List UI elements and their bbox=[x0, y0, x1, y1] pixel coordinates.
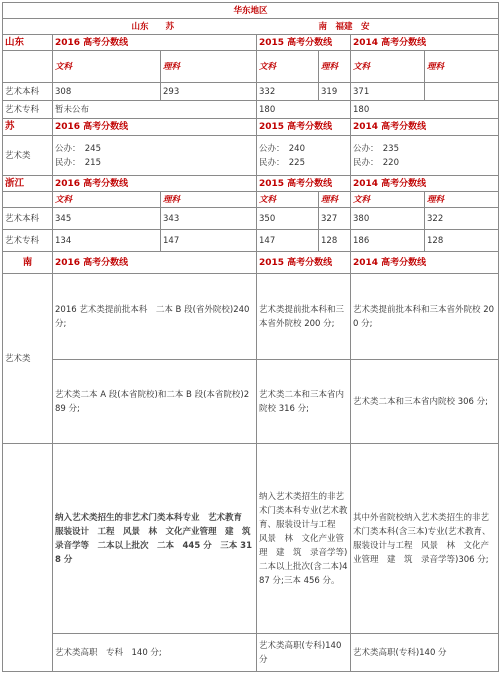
row-label: 艺术本科 bbox=[3, 208, 53, 230]
zhejiang-2016-li: 理科 bbox=[161, 192, 257, 208]
jiangsu-2014-header: 2014 高考分数线 bbox=[351, 119, 499, 136]
cell: 322 bbox=[425, 208, 499, 230]
shandong-2016-header: 2016 高考分数线 bbox=[53, 35, 257, 51]
cell: 371 bbox=[351, 83, 425, 101]
jiangsu-2014-private: 民办： 220 bbox=[353, 157, 399, 168]
south-r4-2014: 艺术类高职(专科)140 分 bbox=[351, 634, 499, 672]
south-r3-2014: 其中外省院校纳入艺术类招生的非艺术门类本科(含三本)专业(艺术教育、服装设计与工程 风景 林 文化产业管理 建 筑 录音学等)306 分; bbox=[351, 444, 499, 634]
zhejiang-2015-header: 2015 高考分数线 bbox=[257, 176, 351, 192]
cell: 350 bbox=[257, 208, 319, 230]
zhejiang-2014-header: 2014 高考分数线 bbox=[351, 176, 499, 192]
zhejiang-2016-wen: 文科 bbox=[53, 192, 161, 208]
cell: 345 bbox=[53, 208, 161, 230]
cell: 128 bbox=[319, 230, 351, 252]
cell: 332 bbox=[257, 83, 319, 101]
shandong-2014-li: 理科 bbox=[425, 51, 499, 83]
row-label: 艺术专科 bbox=[3, 230, 53, 252]
cell: 128 bbox=[425, 230, 499, 252]
shandong-2016-wen: 文科 bbox=[53, 51, 161, 83]
jiangsu-2016-public: 公办： 245 bbox=[55, 143, 101, 154]
province-row: 山东 苏 南 福建 安 bbox=[3, 19, 499, 35]
zhejiang-2015-wen: 文科 bbox=[257, 192, 319, 208]
cell: 380 bbox=[351, 208, 425, 230]
jiangsu-name: 苏 bbox=[3, 119, 53, 136]
zhejiang-blank bbox=[3, 192, 53, 208]
shandong-2015-header: 2015 高考分数线 bbox=[257, 35, 351, 51]
zhejiang-2014-wen: 文科 bbox=[351, 192, 425, 208]
cell: 308 bbox=[53, 83, 161, 101]
jiangsu-2015-cell bbox=[257, 136, 351, 176]
shandong-2015-wen: 文科 bbox=[257, 51, 319, 83]
shandong-blank bbox=[3, 51, 53, 83]
cell: 147 bbox=[161, 230, 257, 252]
south-r1-2016: 2016 艺术类提前批本科 二本 B 段(省外院校)240 分; bbox=[53, 274, 257, 360]
south-r4-2015: 艺术类高职(专科)140 分 bbox=[257, 634, 351, 672]
south-r2-2015: 艺术类二本和三本省内院校 316 分; bbox=[257, 360, 351, 444]
south-r2-2014: 艺术类二本和三本省内院校 306 分; bbox=[351, 360, 499, 444]
south-r3-2015: 纳入艺术类招生的非艺术门类本科专业(艺术教育、服装设计与工程 风景 林 文化产业管理 建 筑 录音学等)二本以上批次(含二本)487 分;三本 456 分。 bbox=[257, 444, 351, 634]
south-2015-header: 2015 高考分数线 bbox=[257, 252, 351, 274]
zhejiang-name: 浙江 bbox=[3, 176, 53, 192]
cell: 180 bbox=[257, 101, 351, 119]
shandong-2015-li: 理科 bbox=[319, 51, 351, 83]
score-table bbox=[2, 2, 499, 672]
south-r2-2016: 艺术类二本 A 段(本省院校)和二本 B 段(本省院校)289 分; bbox=[53, 360, 257, 444]
zhejiang-2014-li: 理科 bbox=[425, 192, 499, 208]
jiangsu-2015-private: 民办： 225 bbox=[259, 157, 305, 168]
jiangsu-2016-private: 民办： 215 bbox=[55, 157, 101, 168]
cell: 319 bbox=[319, 83, 351, 101]
cell: 327 bbox=[319, 208, 351, 230]
jiangsu-2016-cell bbox=[53, 136, 257, 176]
shandong-2016-li: 理科 bbox=[161, 51, 257, 83]
south-r4-2016: 艺术类高职 专科 140 分; bbox=[53, 634, 257, 672]
cell: 186 bbox=[351, 230, 425, 252]
zhejiang-2016-header: 2016 高考分数线 bbox=[53, 176, 257, 192]
score-table-sheet bbox=[2, 2, 498, 695]
south-r3-2016: 纳入艺术类招生的非艺术门类本科专业 艺术教育 服装设计 工程 风景 林 文化产业管理 建 筑 录音学等 二本以上批次 二本 445 分 三本 318 分 bbox=[53, 444, 257, 634]
table-row bbox=[3, 208, 499, 230]
table-row bbox=[3, 83, 499, 101]
south-label: 艺术类 bbox=[3, 274, 53, 444]
region-title: 华东地区 bbox=[3, 3, 499, 19]
cell: 180 bbox=[351, 101, 499, 119]
south-name: 南 bbox=[3, 252, 53, 274]
jiangsu-2015-public: 公办： 240 bbox=[259, 143, 305, 154]
table-row bbox=[3, 230, 499, 252]
shandong-2014-wen: 文科 bbox=[351, 51, 425, 83]
cell bbox=[425, 83, 499, 101]
table-row bbox=[3, 101, 499, 119]
shandong-2014-header: 2014 高考分数线 bbox=[351, 35, 499, 51]
jiangsu-label: 艺术类 bbox=[3, 136, 53, 176]
row-label: 艺术本科 bbox=[3, 83, 53, 101]
row-label: 艺术专科 bbox=[3, 101, 53, 119]
cell: 293 bbox=[161, 83, 257, 101]
shandong-name: 山东 bbox=[3, 35, 53, 51]
cell: 343 bbox=[161, 208, 257, 230]
south-2014-header: 2014 高考分数线 bbox=[351, 252, 499, 274]
south-blank-label bbox=[3, 444, 53, 672]
zhejiang-2015-li: 理科 bbox=[319, 192, 351, 208]
cell: 暂未公布 bbox=[53, 101, 257, 119]
cell: 147 bbox=[257, 230, 319, 252]
south-r1-2015: 艺术类提前批本科和三本省外院校 200 分; bbox=[257, 274, 351, 360]
jiangsu-2015-header: 2015 高考分数线 bbox=[257, 119, 351, 136]
jiangsu-2014-cell bbox=[351, 136, 499, 176]
jiangsu-2016-header: 2016 高考分数线 bbox=[53, 119, 257, 136]
south-2016-header: 2016 高考分数线 bbox=[53, 252, 257, 274]
jiangsu-2014-public: 公办： 235 bbox=[353, 143, 399, 154]
south-r1-2014: 艺术类提前批本科和三本省外院校 200 分; bbox=[351, 274, 499, 360]
cell: 134 bbox=[53, 230, 161, 252]
